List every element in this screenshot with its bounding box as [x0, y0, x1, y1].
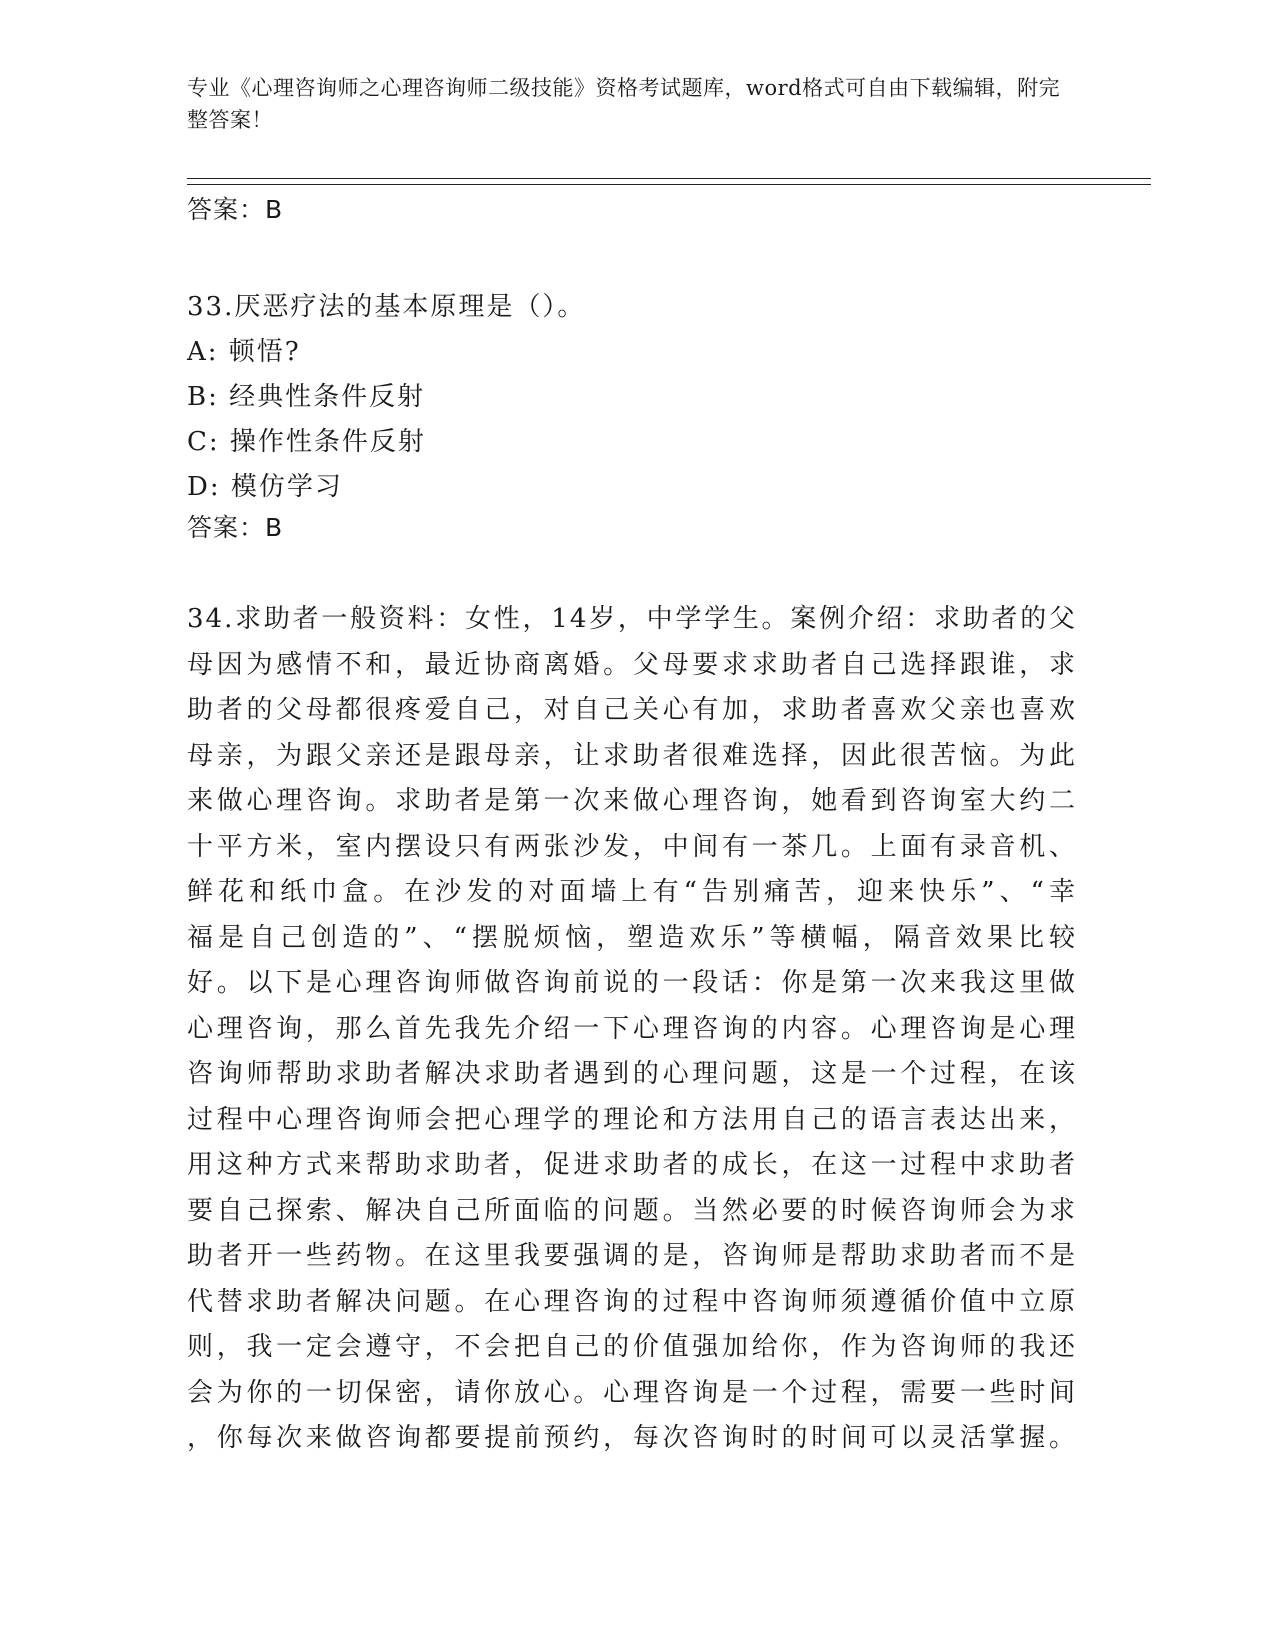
option-c: C: 操作性条件反射	[187, 427, 426, 457]
paragraph-line: 助者的父母都很疼爱自己，对自己关心有加，求助者喜欢父亲也喜欢	[187, 695, 1077, 725]
option-d: D: 模仿学习	[187, 472, 343, 502]
paragraph-line: 鲜花和纸巾盒。在沙发的对面墙上有“告别痛苦，迎来快乐”、“幸	[187, 877, 1077, 907]
answer-label: 答案：B	[187, 195, 284, 224]
paragraph-line: 心理咨询，那么首先我先介绍一下心理咨询的内容。心理咨询是心理	[187, 1013, 1077, 1044]
paragraph-line: 用这种方式来帮助求助者，促进求助者的成长，在这一过程中求助者	[187, 1150, 1077, 1180]
paragraph-line: 过程中心理咨询师会把心理学的理论和方法用自己的语言表达出来，	[187, 1104, 1077, 1135]
option-b: B: 经典性条件反射	[187, 382, 426, 412]
answer-label: 答案：B	[187, 513, 284, 542]
paragraph-line: 好。以下是心理咨询师做咨询前说的一段话：你是第一次来我这里做	[187, 968, 1077, 998]
question-stem: 33.厌恶疗法的基本原理是（）。	[187, 292, 586, 322]
question-34	[187, 597, 1077, 1462]
paragraph-line: 十平方米，室内摆设只有两张沙发，中间有一茶几。上面有录音机、	[187, 831, 1077, 862]
header-rule-top	[187, 178, 1151, 179]
header-text: 专业《心理咨询师之心理咨询师二级技能》资格考试题库，word格式可自由下载编辑，附完整答案！	[187, 76, 1061, 132]
paragraph-line: 来做心理咨询。求助者是第一次来做心理咨询，她看到咨询室大约二	[187, 786, 1077, 816]
paragraph-line: 要自己探索、解决自己所面临的问题。当然必要的时候咨询师会为求	[187, 1195, 1077, 1226]
paragraph-line: 母亲，为跟父亲还是跟母亲，让求助者很难选择，因此很苦恼。为此	[187, 740, 1077, 771]
paragraph-line: 则，我一定会遵守，不会把自己的价值强加给你，作为咨询师的我还	[187, 1332, 1077, 1362]
paragraph-line: 福是自己创造的”、“摆脱烦恼，塑造欢乐”等横幅，隔音效果比较	[187, 922, 1077, 953]
option-a: A: 顿悟?	[187, 337, 301, 367]
paragraph-line: 助者开一些药物。在这里我要强调的是，咨询师是帮助求助者而不是	[187, 1241, 1077, 1271]
paragraph-line: 代替求助者解决问题。在心理咨询的过程中咨询师须遵循价值中立原	[187, 1286, 1077, 1317]
paragraph-line: 咨询师帮助求助者解决求助者遇到的心理问题，这是一个过程，在该	[187, 1059, 1077, 1089]
header-rule-bottom	[187, 184, 1151, 185]
paragraph-line: 母因为感情不和，最近协商离婚。父母要求求助者自己选择跟谁，求	[187, 649, 1077, 680]
paragraph-line: 会为你的一切保密，请你放心。心理咨询是一个过程，需要一些时间	[187, 1377, 1077, 1408]
paragraph-line: 34.求助者一般资料：女性，14岁，中学学生。案例介绍：求助者的父	[187, 604, 1077, 634]
paragraph-line: ，你每次来做咨询都要提前预约，每次咨询时的时间可以灵活掌握。	[187, 1423, 1077, 1453]
question-33	[187, 285, 585, 510]
